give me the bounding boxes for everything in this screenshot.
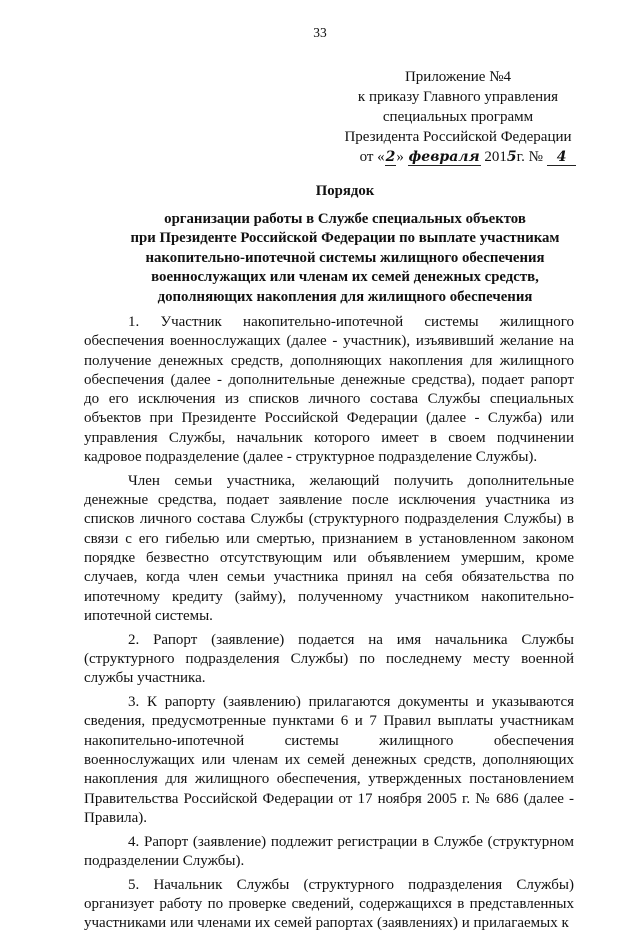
attachment-line: к приказу Главного управления	[357, 89, 559, 105]
title-line: организации работы в Службе специальных объектов	[164, 210, 526, 227]
paragraph: Член семьи участника, желающий получить дополнительные денежные средства, подает заявление после исключения участника из списков личного состава Службы (структурного подразделения Службы) в связи с его гибелью или смертью, признанием в установленном законом порядке безвестно отсутствующим или объявлением умершим, кроме случаев, когда член семьи участника принял на себя обязательства по ипотечному кредиту (займу), полученному участником накопительно-ипотечной системы.	[84, 472, 574, 624]
date-year-prefix: 201	[484, 149, 507, 165]
attachment-date-line	[338, 147, 578, 167]
date-prefix: от «	[359, 149, 385, 165]
date-number: 4	[547, 149, 577, 166]
paragraph: 5. Начальник Службы (структурного подразделения Службы) организует работу по проверке сведений, содержащихся в представленных участниками или членами их семей рапортах (заявлениях) и прилагаемых к	[84, 876, 574, 932]
attachment-line: Президента Российской Федерации	[344, 129, 572, 145]
title-line: Порядок	[315, 183, 375, 199]
date-year-end: г. №	[516, 149, 543, 165]
date-year-suffix: 5	[506, 149, 517, 165]
attachment-header	[338, 67, 578, 167]
document-body	[84, 313, 574, 938]
page-number: 33	[313, 25, 327, 40]
date-mid: »	[396, 149, 404, 165]
paragraph: 2. Рапорт (заявление) подается на имя начальника Службы (структурного подразделения Службы) по последнему месту военной службы участника.	[84, 631, 574, 687]
paragraph: 3. К рапорту (заявлению) прилагаются документы и указываются сведения, предусмотренные пунктами 6 и 7 Правил выплаты участникам накопительно-ипотечной системы жилищного обеспечения военнослужащих или членам их семей денежных средств, дополняющих накопления для жилищного обеспечения, утвержденных постановлением Правительства Российской Федерации от 17 ноября 2005 г. № 686 (далее - Правила).	[84, 694, 574, 826]
date-day: 2	[385, 149, 396, 165]
date-month: февраля	[408, 149, 480, 165]
title-line: накопительно-ипотечной системы жилищного обеспечения	[145, 249, 545, 266]
paragraph: 1. Участник накопительно-ипотечной системы жилищного обеспечения военнослужащих (далее - участник), изъявивший желание на получение денежных средств, дополняющих накопления для жилищного обеспечения (далее - дополнительные денежные средства), подает рапорт до его исключения из списков личного состава Службы специальных объектов при Президенте Российской Федерации (далее - Служба) или управления Службы, начальник которого имеет в своем подчинении кадровое подразделение (далее - структурное подразделение Службы).	[84, 314, 574, 466]
attachment-line: специальных программ	[382, 109, 534, 125]
document-title	[95, 182, 595, 307]
attachment-line: Приложение №4	[404, 69, 512, 85]
title-line: военнослужащих или членам их семей денежных средств,	[151, 269, 539, 285]
title-line: дополняющих накопления для жилищного обеспечения	[157, 288, 533, 305]
title-line: при Президенте Российской Федерации по выплате участникам	[130, 230, 560, 246]
paragraph: 4. Рапорт (заявление) подлежит регистрации в Службе (структурном подразделении Службы).	[84, 833, 574, 870]
